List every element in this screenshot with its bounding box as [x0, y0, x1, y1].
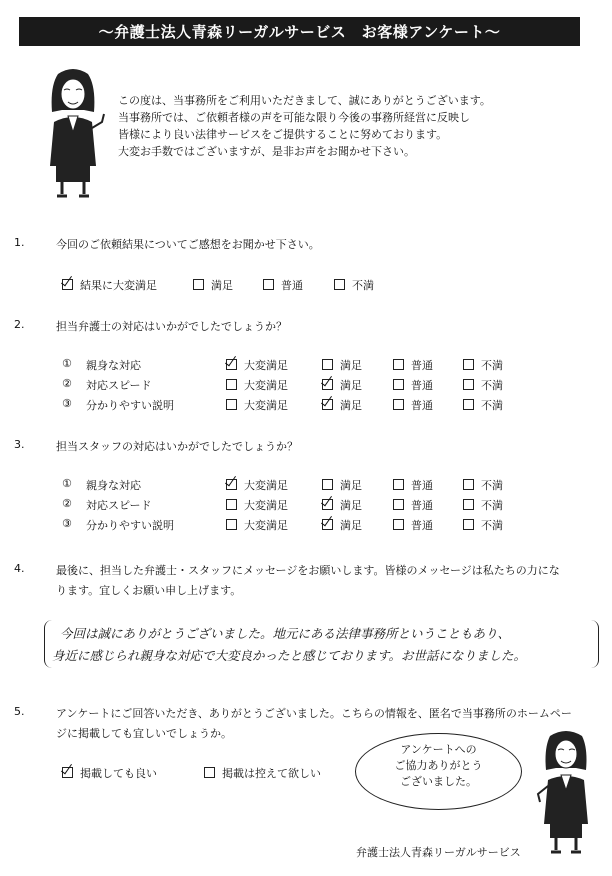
handwritten-comment-line: 今回は誠にありがとうございました。地元にある法律事務所ということもあり、: [60, 626, 511, 641]
rating-option: [393, 477, 433, 493]
item-label: 対応スピード: [86, 379, 152, 392]
rating-checkbox[interactable]: [463, 519, 474, 530]
rating-label: 大変満足: [244, 519, 288, 532]
handwritten-comment-line: 身近に感じられ親身な対応で大変良かったと感じております。お世話になりました。: [52, 648, 527, 663]
bubble-line: ございました。: [400, 775, 477, 788]
rating-checkbox[interactable]: [226, 359, 237, 370]
rating-checkbox[interactable]: [393, 499, 404, 510]
rating-option: [226, 477, 288, 493]
rating-label: 満足: [340, 379, 362, 392]
rating-label: 普通: [411, 479, 433, 492]
footer-office-name: 弁護士法人青森リーガルサービス: [356, 846, 521, 859]
rating-option: [322, 397, 362, 413]
rating-label: 大変満足: [244, 359, 288, 372]
rating-checkbox[interactable]: [322, 379, 333, 390]
rating-label: 満足: [340, 479, 362, 492]
option-label: 掲載は控えて欲しい: [222, 767, 321, 780]
intro-text: [118, 92, 491, 160]
rating-option: [226, 397, 288, 413]
rating-label: 満足: [340, 399, 362, 412]
rating-checkbox[interactable]: [463, 399, 474, 410]
rating-label: 大変満足: [244, 379, 288, 392]
item-label: 親身な対応: [86, 479, 141, 492]
question-number: 5.: [14, 705, 25, 718]
rating-option: [463, 357, 503, 373]
rating-option: [463, 397, 503, 413]
rating-label: 不満: [481, 499, 503, 512]
rating-checkbox[interactable]: [393, 399, 404, 410]
bubble-line: ご協力ありがとう: [394, 759, 483, 772]
item-label: 対応スピード: [86, 499, 152, 512]
question-number: 3.: [14, 438, 25, 451]
item-label: 分かりやすい説明: [86, 519, 174, 532]
question-text: 担当弁護士の対応はいかがでしたでしょうか？: [56, 320, 287, 333]
intro-line: 大変お手数ではございますが、是非お声をお聞かせ下さい。: [118, 145, 415, 158]
rating-checkbox[interactable]: [393, 479, 404, 490]
rating-option: [393, 517, 433, 533]
option-label: 普通: [281, 279, 303, 292]
rating-option: [226, 377, 288, 393]
rating-label: 満足: [340, 499, 362, 512]
rating-checkbox[interactable]: [322, 479, 333, 490]
rating-label: 不満: [481, 379, 503, 392]
item-mark: ③: [62, 397, 72, 410]
rating-checkbox[interactable]: [322, 359, 333, 370]
rating-checkbox[interactable]: [322, 499, 333, 510]
option-label: 不満: [352, 279, 374, 292]
rating-checkbox[interactable]: [226, 519, 237, 530]
rating-label: 普通: [411, 399, 433, 412]
item-mark: ③: [62, 517, 72, 530]
rating-option: [226, 357, 288, 373]
checkbox-q1-average[interactable]: [263, 279, 274, 290]
rating-option: [322, 377, 362, 393]
staff-illustration-bottom: [536, 728, 596, 858]
question-number: 2.: [14, 318, 25, 331]
question-number: 1.: [14, 236, 25, 249]
rating-checkbox[interactable]: [463, 499, 474, 510]
survey-title: ～弁護士法人青森リーガルサービス お客様アンケート～: [98, 23, 501, 41]
rating-checkbox[interactable]: [226, 399, 237, 410]
checkbox-q1-satisfied[interactable]: [193, 279, 204, 290]
rating-option: [463, 377, 503, 393]
checkbox-q1-dissatisfied[interactable]: [334, 279, 345, 290]
option-label: 掲載しても良い: [80, 767, 157, 780]
option-label: 満足: [211, 279, 233, 292]
rating-checkbox[interactable]: [393, 359, 404, 370]
item-label: 分かりやすい説明: [86, 399, 174, 412]
rating-label: 普通: [411, 499, 433, 512]
rating-checkbox[interactable]: [463, 479, 474, 490]
item-mark: ①: [62, 477, 72, 490]
rating-checkbox[interactable]: [463, 379, 474, 390]
question-text-line: アンケートにご回答いただき、ありがとうございました。こちらの情報を、匿名で当事務所のホームペー: [56, 707, 572, 720]
rating-option: [226, 497, 288, 513]
item-mark: ②: [62, 497, 72, 510]
rating-label: 不満: [481, 479, 503, 492]
question-text-line: 最後に、担当した弁護士・スタッフにメッセージをお願いします。皆様のメッセージは私たちの力にな: [56, 564, 560, 577]
rating-checkbox[interactable]: [226, 379, 237, 390]
rating-checkbox[interactable]: [226, 499, 237, 510]
rating-label: 不満: [481, 359, 503, 372]
rating-label: 普通: [411, 519, 433, 532]
rating-option: [322, 517, 362, 533]
bubble-line: アンケートへの: [400, 743, 477, 756]
rating-checkbox[interactable]: [463, 359, 474, 370]
rating-label: 普通: [411, 359, 433, 372]
checkbox-q1-very-satisfied[interactable]: [62, 279, 73, 290]
rating-option: [322, 477, 362, 493]
question-text: 担当スタッフの対応はいかがでしたでしょうか？: [56, 440, 298, 453]
rating-label: 大変満足: [244, 399, 288, 412]
rating-label: 大変満足: [244, 499, 288, 512]
question-text: 今回のご依頼結果についてご感想をお聞かせ下さい。: [56, 238, 320, 251]
question-text-line: ります。宜しくお願い申し上げます。: [56, 584, 242, 597]
rating-option: [322, 357, 362, 373]
rating-label: 満足: [340, 359, 362, 372]
rating-option: [463, 517, 503, 533]
item-label: 親身な対応: [86, 359, 141, 372]
rating-label: 大変満足: [244, 479, 288, 492]
rating-option: [393, 397, 433, 413]
checkbox-q5-decline[interactable]: [204, 767, 215, 778]
question-number: 4.: [14, 562, 25, 575]
option-label: 結果に大変満足: [80, 279, 157, 292]
checkbox-q5-allow[interactable]: [62, 767, 73, 778]
rating-checkbox[interactable]: [393, 519, 404, 530]
rating-option: [226, 517, 288, 533]
rating-checkbox[interactable]: [393, 379, 404, 390]
rating-checkbox[interactable]: [322, 399, 333, 410]
question-text-line: ジに掲載しても宜しいでしょうか。: [56, 727, 232, 740]
rating-option: [393, 497, 433, 513]
rating-option: [463, 497, 503, 513]
thank-you-bubble: [355, 733, 522, 810]
item-mark: ①: [62, 357, 72, 370]
item-mark: ②: [62, 377, 72, 390]
rating-label: 不満: [481, 519, 503, 532]
rating-checkbox[interactable]: [322, 519, 333, 530]
rating-checkbox[interactable]: [226, 479, 237, 490]
rating-option: [393, 357, 433, 373]
rating-label: 不満: [481, 399, 503, 412]
rating-label: 満足: [340, 519, 362, 532]
rating-option: [393, 377, 433, 393]
rating-option: [322, 497, 362, 513]
rating-option: [463, 477, 503, 493]
survey-title-banner: [19, 17, 580, 46]
rating-label: 普通: [411, 379, 433, 392]
intro-line: 当事務所では、ご依頼者様の声を可能な限り今後の事務所経営に反映し: [118, 111, 470, 124]
staff-illustration-top: [40, 66, 106, 200]
intro-line: この度は、当事務所をご利用いただきまして、誠にありがとうございます。: [118, 94, 491, 107]
intro-line: 皆様により良い法律サービスをご提供することに努めております。: [118, 128, 448, 141]
